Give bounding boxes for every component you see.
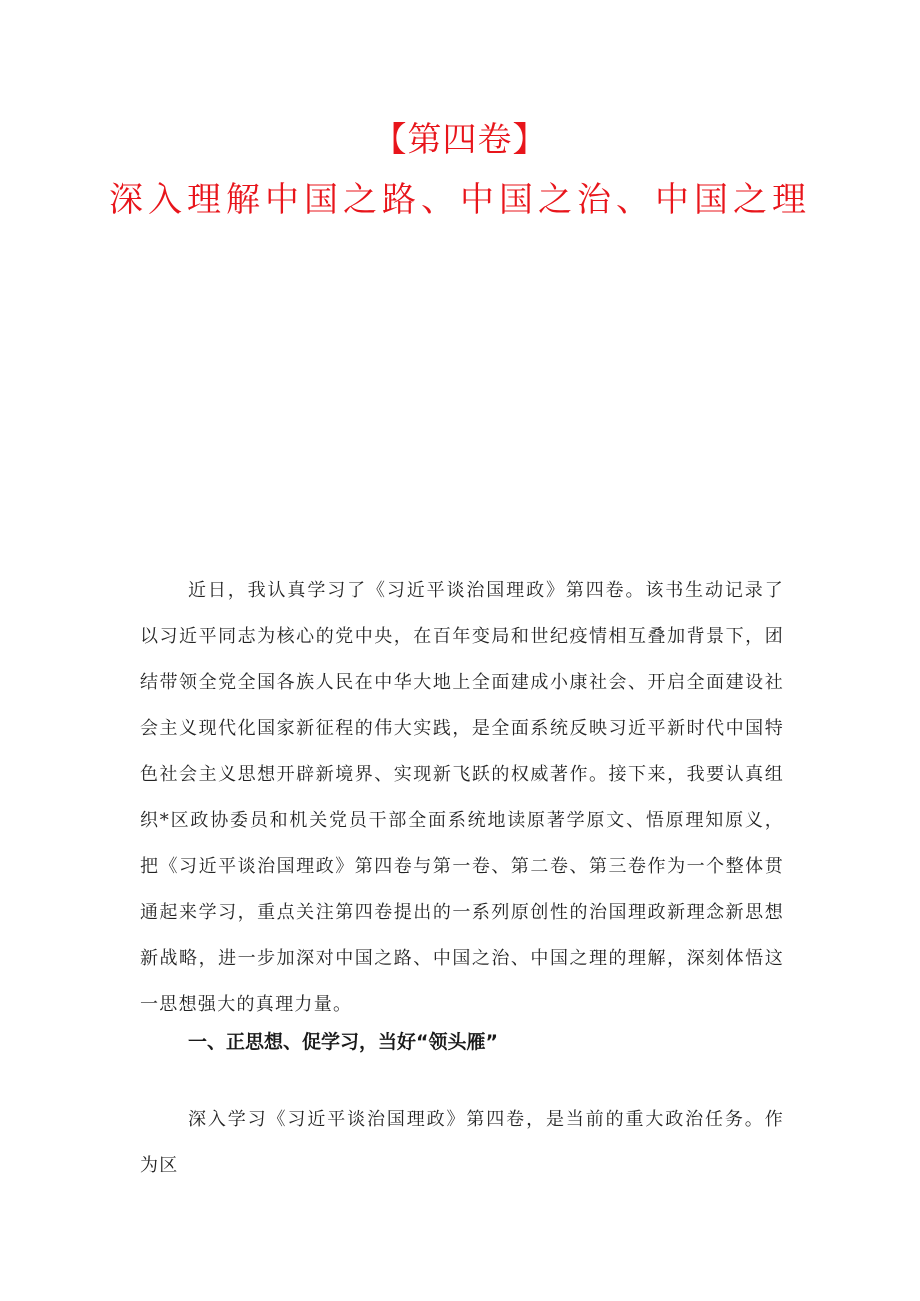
main-title: 深入理解中国之路、中国之治、中国之理	[109, 180, 811, 220]
body-paragraph-2: 深入学习《习近平谈治国理政》第四卷，是当前的重大政治任务。作为区	[140, 1109, 784, 1176]
body-paragraph-1: 近日，我认真学习了《习近平谈治国理政》第四卷。该书生动记录了以习近平同志为核心的党中央，在百年变局和世纪疫情相互叠加背景下，团结带领全党全国各族人民在中华大地上全面建成小康社会、开启全面建设社会主义现代化国家新征程的伟大实践，是全面系统反映习近平新时代中国特色社会主义思想开辟新境界、实现新飞跃的权威著作。接下来，我要认真组织*区政协委员和机关党员干部全面系统地读原著学原文、悟原理知原义，把《习近平谈治国理政》第四卷与第一卷、第二卷、第三卷作为一个整体贯通起来学习，重点关注第四卷提出的一系列原创性的治国理政新理念新思想新战略，进一步加深对中国之路、中国之治、中国之理的理解，深刻体悟这一思想强大的真理力量。	[140, 580, 784, 1015]
volume-title: 【第四卷】	[372, 120, 548, 160]
section-heading-1: 一、正思想、促学习，当好“领头雁”	[188, 1031, 498, 1053]
